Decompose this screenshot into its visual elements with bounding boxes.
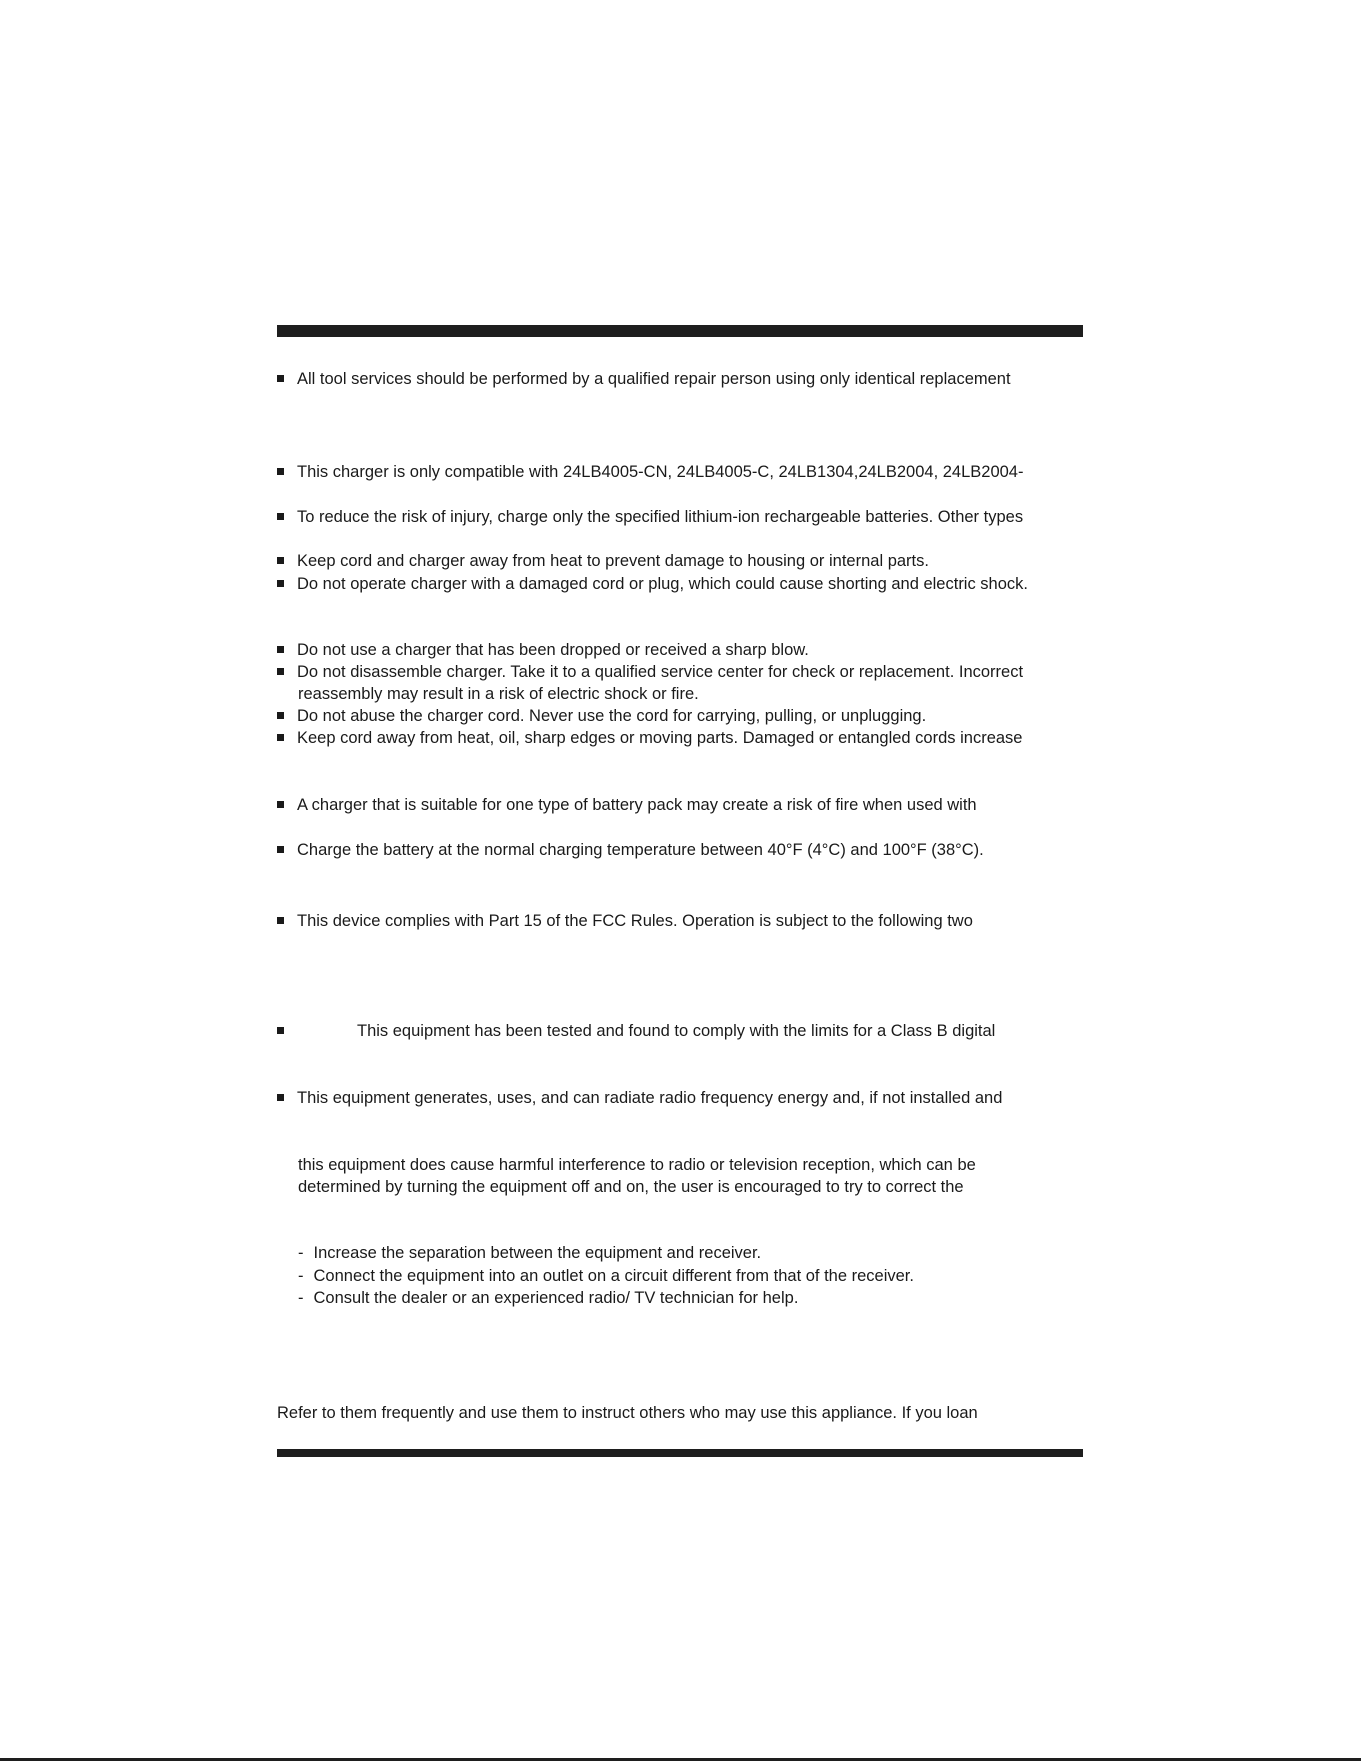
top-divider xyxy=(277,325,1083,337)
bullet-square-icon xyxy=(277,1094,284,1101)
bullet-square-icon xyxy=(277,734,284,741)
bullet-square-icon xyxy=(277,1027,284,1034)
list-item-continuation: reassembly may result in a risk of electric shock or fire. xyxy=(298,685,699,703)
bullet-square-icon xyxy=(277,375,284,382)
list-item: Do not abuse the charger cord. Never use the cord for carrying, pulling, or unplugging. xyxy=(277,706,926,726)
dash-item: - Increase the separation between the equipment and receiver. xyxy=(298,1244,762,1262)
list-item: This charger is only compatible with 24LB4005-CN, 24LB4005-C, 24LB1304,24LB2004, 24LB2004- xyxy=(277,462,1023,482)
dash-marker: - xyxy=(298,1244,304,1262)
bullet-square-icon xyxy=(277,846,284,853)
dash-item: - Connect the equipment into an outlet on a circuit different from that of the receiver. xyxy=(298,1267,914,1285)
dash-marker: - xyxy=(298,1267,304,1285)
list-item: To reduce the risk of injury, charge only the specified lithium-ion rechargeable batteries. Other types xyxy=(277,507,1023,527)
bullet-square-icon xyxy=(277,712,284,719)
bullet-square-icon xyxy=(277,646,284,653)
bullet-square-icon xyxy=(277,801,284,808)
bottom-divider xyxy=(277,1449,1083,1457)
list-item: Do not use a charger that has been dropped or received a sharp blow. xyxy=(277,640,809,660)
dash-item: - Consult the dealer or an experienced radio/ TV technician for help. xyxy=(298,1289,799,1307)
list-item: This equipment has been tested and found to comply with the limits for a Class B digital xyxy=(277,1021,995,1041)
list-item: Do not operate charger with a damaged cord or plug, which could cause shorting and electric shock. xyxy=(277,574,1028,594)
list-item: Do not disassemble charger. Take it to a qualified service center for check or replacement. Incorrect xyxy=(277,662,1023,682)
bullet-square-icon xyxy=(277,668,284,675)
list-item: This equipment generates, uses, and can radiate radio frequency energy and, if not installed and xyxy=(277,1088,1002,1108)
bullet-square-icon xyxy=(277,557,284,564)
bullet-square-icon xyxy=(277,580,284,587)
bullet-square-icon xyxy=(277,917,284,924)
bullet-square-icon xyxy=(277,513,284,520)
list-item: A charger that is suitable for one type of battery pack may create a risk of fire when used with xyxy=(277,795,977,815)
list-item-continuation: this equipment does cause harmful interference to radio or television reception, which can be xyxy=(298,1156,976,1174)
list-item: Keep cord away from heat, oil, sharp edges or moving parts. Damaged or entangled cords increase xyxy=(277,728,1022,748)
paragraph: Refer to them frequently and use them to instruct others who may use this appliance. If you loan xyxy=(277,1404,978,1422)
dash-marker: - xyxy=(298,1289,304,1307)
list-item-continuation: determined by turning the equipment off and on, the user is encouraged to try to correct the xyxy=(298,1178,964,1196)
bullet-square-icon xyxy=(277,468,284,475)
list-item: Keep cord and charger away from heat to prevent damage to housing or internal parts. xyxy=(277,551,929,571)
list-item: All tool services should be performed by a qualified repair person using only identical replacement xyxy=(277,369,1011,389)
list-item: This device complies with Part 15 of the FCC Rules. Operation is subject to the following two xyxy=(277,911,973,931)
list-item: Charge the battery at the normal charging temperature between 40°F (4°C) and 100°F (38°C). xyxy=(277,840,984,860)
